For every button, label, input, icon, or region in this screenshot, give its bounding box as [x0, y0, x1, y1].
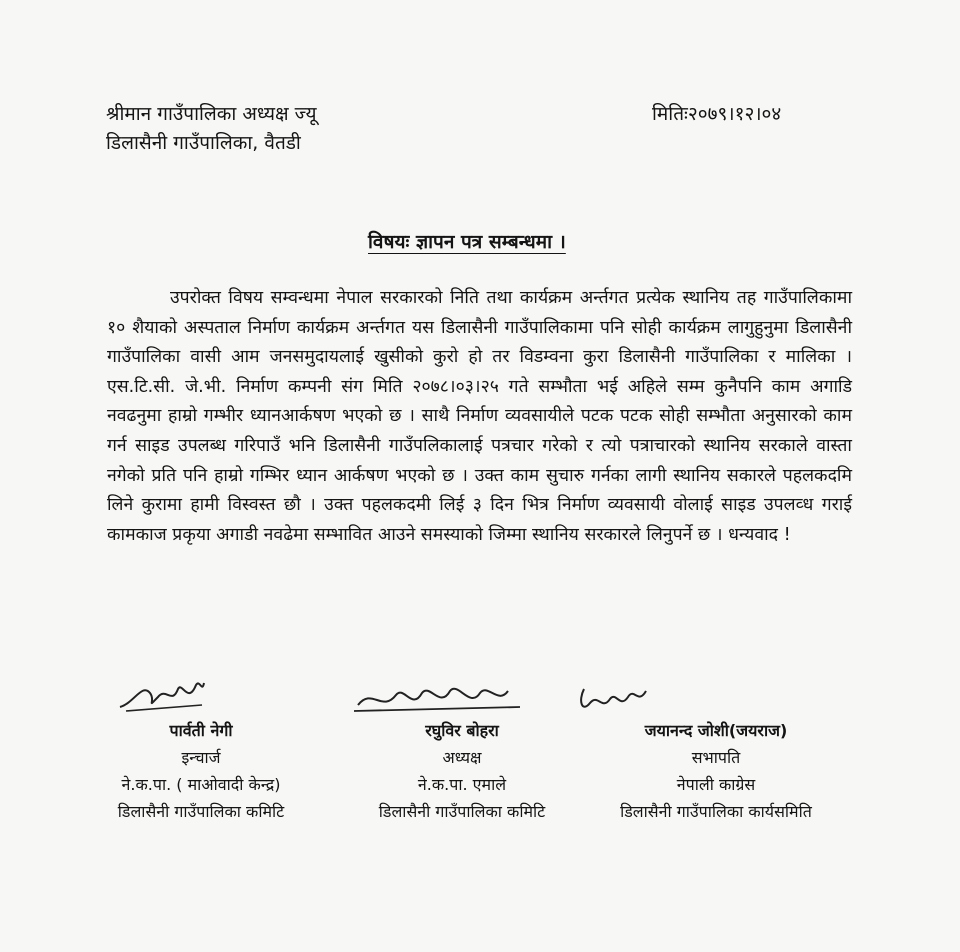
signatory-1	[96, 717, 306, 825]
letter-subject: विषयः ज्ञापन पत्र सम्बन्धमा ।	[368, 231, 566, 253]
signatory-3	[596, 717, 836, 825]
letter-body	[107, 284, 852, 550]
signatory-1-name: पार्वती नेगी	[169, 721, 233, 740]
signatory-2-party: ने.क.पा. एमाले	[417, 775, 507, 794]
signatory-3-committee: डिलासैनी गाउँपालिका कार्यसमिति	[620, 802, 812, 821]
signatory-2-name: रघुविर बोहरा	[425, 721, 499, 740]
signatory-3-party: नेपाली काग्रेस	[676, 775, 756, 794]
signatory-1-committee: डिलासैनी गाउँपालिका कमिटि	[117, 802, 285, 821]
handwritten-signature-2	[352, 683, 522, 721]
signatory-1-party: ने.क.पा. ( माओवादी केन्द्र)	[121, 775, 281, 794]
signatory-1-role: इन्चार्ज	[181, 748, 221, 767]
signatory-2-committee: डिलासैनी गाउँपालिका कमिटि	[378, 802, 546, 821]
recipient-line-2: डिलासैनी गाउँपालिका, वैतडी	[106, 132, 301, 154]
body-paragraph: उपरोक्त विषय सम्वन्धमा नेपाल सरकारको निति तथा कार्यक्रम अर्न्तगत प्रत्येक स्थानिय तह गाउँपालिकामा १० शैयाको अस्पताल निर्माण कार्यक्रम अर्न्तगत यस डिलासैनी गाउँपालिकामा पनि सोही कार्यक्रम लागुहुनुमा डिलासैनी गाउँपालिका वासी आम जनसमुदायलाई खुसीको कुरो हो तर विडम्वना कुरा डिलासैनी गाउँपालिका र मालिका । एस.टि.सी. जे.भी. निर्माण कम्पनी संग मिति २०७८।०३।२५ गते सम्भौता भई अहिले सम्म कुनैपनि काम अगाडि नवढनुमा हाम्रो गम्भीर ध्यानआर्कषण भएको छ । साथै निर्माण व्यवसायीले पटक पटक सोही सम्भौता अनुसारको काम गर्न साइड उपलब्ध गरिपाउँ भनि डिलासैनी गाउँपलिकालाई पत्रचार गरेको र त्यो पत्राचारको स्थानिय सरकाले वास्ता नगेको प्रति पनि हाम्रो गम्भिर ध्यान आर्कषण भएको छ । उक्त काम सुचारु गर्नका लागी स्थानिय सकारले पहलकदमि लिने कुरामा हामी विस्वस्त छौ । उक्त पहलकदमी लिई ३ दिन भित्र निर्माण व्यवसायी वोलाई साइड उपलव्ध गराई कामकाज प्रकृया अगाडी नवढेमा सम्भावित आउने समस्याको जिम्मा स्थानिय सरकारले लिनुपर्ने छ । धन्यवाद !	[107, 288, 852, 545]
recipient-address	[106, 100, 317, 158]
signatory-3-name: जयानन्द जोशी(जयराज)	[644, 721, 788, 740]
handwritten-signature-1	[116, 675, 206, 715]
letter-date: मितिः२०७९।१२।०४	[652, 103, 782, 125]
signatory-2-role: अध्यक्ष	[442, 748, 482, 767]
signatory-3-role: सभापति	[691, 748, 741, 767]
recipient-line-1: श्रीमान गाउँपालिका अध्यक्ष ज्यू	[106, 103, 317, 125]
handwritten-signature-3	[576, 681, 656, 719]
signatory-2	[352, 717, 572, 825]
